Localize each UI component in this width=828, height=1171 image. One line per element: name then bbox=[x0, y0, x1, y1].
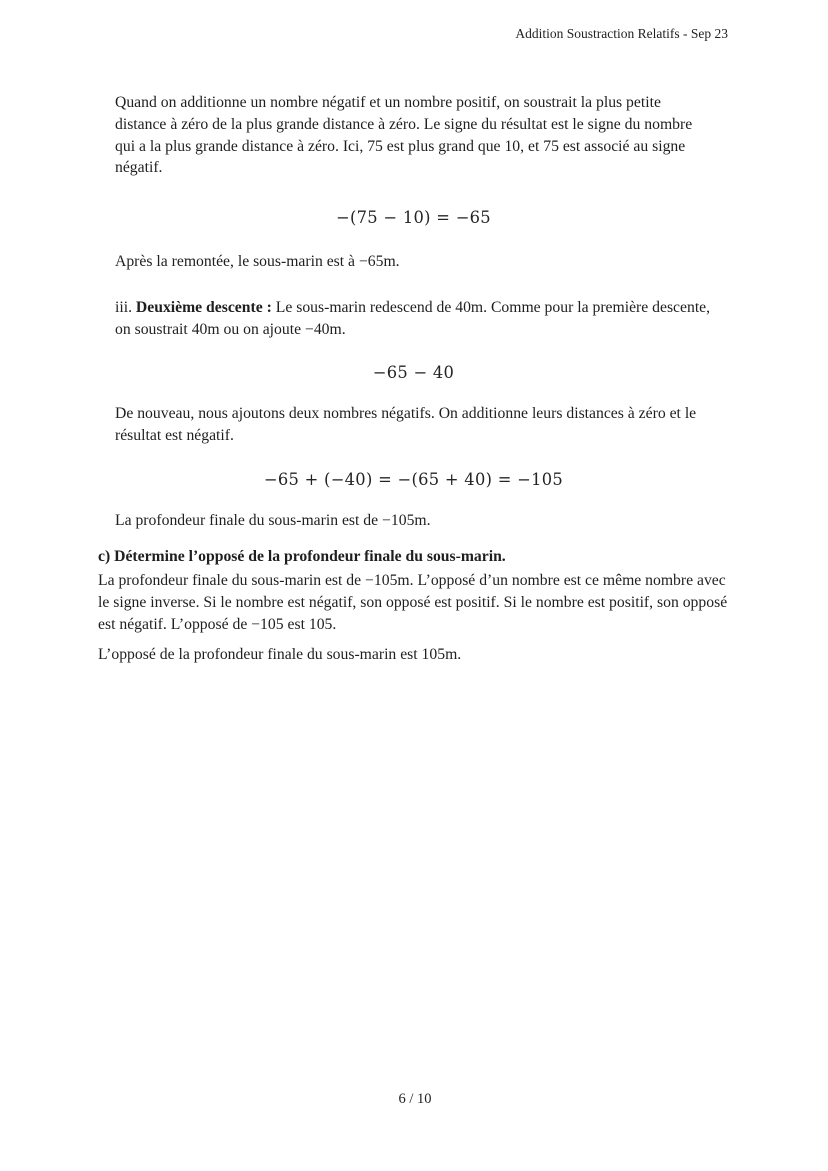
page-footer bbox=[98, 1091, 732, 1108]
formula-profondeur-finale: −65 + (−40) = −(65 + 40) = −105 bbox=[263, 469, 564, 489]
bold-deuxieme-descente: Deuxième descente : bbox=[135, 298, 272, 316]
paragraph-deuxieme-descente-text: Le sous-marin redescend de 40m. Comme pour la première descente, on soustrait 40m ou on ajoute −40m. bbox=[115, 298, 711, 338]
page-content bbox=[98, 0, 732, 665]
paragraph-profondeur-finale: La profondeur finale du sous-marin est de −105m. bbox=[115, 511, 431, 529]
paragraph-addition-rule: Quand on additionne un nombre négatif et un nombre positif, on soustrait la plus petite distance à zéro de la plus grande distance à zéro. Le signe du résultat est le signe du nombre qui a la plus grande distance à zéro. Ici, 75 est plus grand que 10, et 75 est associé au signe négatif. bbox=[115, 94, 693, 177]
formula-descente: −65 − 40 bbox=[372, 363, 455, 383]
paragraph-deuxieme-descente bbox=[115, 297, 712, 341]
paragraph-apres-remontee: Après la remontée, le sous-marin est à −65m. bbox=[115, 252, 400, 270]
answer-block bbox=[115, 92, 712, 531]
paragraph-de-nouveau: De nouveau, nous ajoutons deux nombres négatifs. On additionne leurs distances à zéro et le résultat est négatif. bbox=[115, 405, 697, 444]
paragraph-oppose-explanation: La profondeur finale du sous-marin est de −105m. L’opposé d’un nombre est ce même nombre avec le signe inverse. Si le nombre est négatif, son opposé est positif. Si le nombre est positif, son opposé est négatif. L’opposé de −105 est 105. bbox=[98, 572, 728, 633]
page-number: 6 / 10 bbox=[398, 1091, 432, 1107]
header-title: Addition Soustraction Relatifs - Sep 23 bbox=[515, 26, 728, 41]
list-marker-iii: iii. bbox=[115, 298, 136, 316]
paragraph-oppose-answer: L’opposé de la profondeur finale du sous-marin est 105m. bbox=[98, 645, 462, 663]
heading-question-c: c) Détermine l’opposé de la profondeur finale du sous-marin. bbox=[98, 548, 506, 566]
formula-remontee: −(75 − 10) = −65 bbox=[336, 208, 491, 228]
